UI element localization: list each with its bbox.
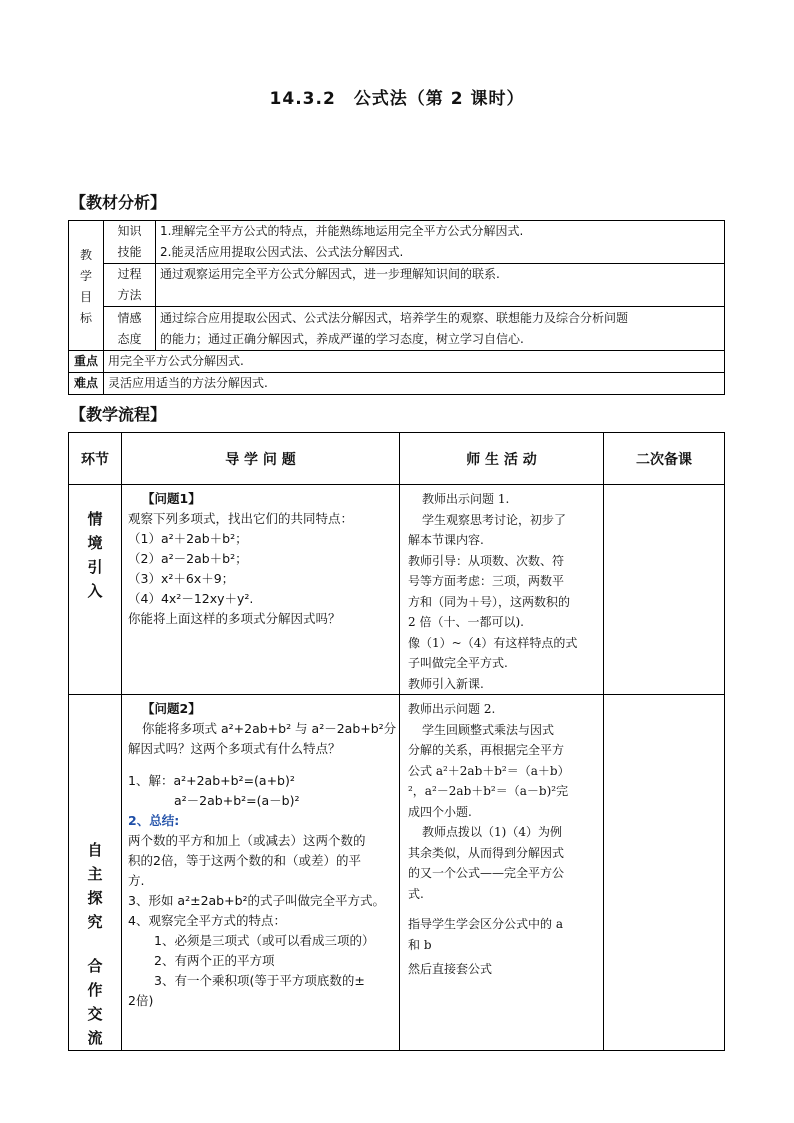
notes-2-cell <box>604 695 725 1051</box>
emotion-label: 情感 态度 <box>104 307 156 351</box>
emotion-cell: 通过综合应用提取公因式、公式法分解因式，培养学生的观察、联想能力及综合分析问题 的能力；通过正确分解因式，养成严谨的学习态度，树立学习自信心. <box>156 307 725 351</box>
header-phase: 环节 <box>69 433 122 485</box>
page-title: 14.3.2 公式法（第 2 课时） <box>269 89 525 109</box>
activity-2-cell: 教师出示问题 2. 学生回顾整式乘法与因式 分解的关系，再根据完全平方 公式 a²＋2ab＋b²＝（a＋b） ²，a²－2ab＋b²＝（a－b)²完 成四个小题. 教师点拨以（1)（4）为例 其余类似，从而得到分解因式 的又一个公式——完全平方公 式. 指导学生学会区分公式中的 a 和 b 然后直接套公式 <box>400 695 604 1051</box>
header-activity: 师 生 活 动 <box>400 433 604 485</box>
key-cell: 用完全平方公式分解因式. <box>104 351 725 373</box>
key-label: 重点 <box>69 351 104 373</box>
flow-table <box>68 432 725 1051</box>
problem-1-cell: 【问题1】 观察下列多项式，找出它们的共同特点： （1）a²＋2ab＋b²； （2）a²－2ab＋b²； （3）x²＋6x＋9； （4）4x²－12xy＋y². 你能将上面这样的多项式分解因式吗？ <box>122 485 400 695</box>
phase-explore: 自 主 探 究 合 作 交 流 <box>69 695 122 1051</box>
notes-1-cell <box>604 485 725 695</box>
phase-intro: 情 境 引 入 <box>69 485 122 695</box>
difficulty-cell: 灵活应用适当的方法分解因式. <box>104 373 725 395</box>
knowledge-cell: 1.理解完全平方公式的特点，并能熟练地运用完全平方公式分解因式. 2.能灵活应用提取公因式法、公式法分解因式. <box>156 221 725 264</box>
activity-1-cell: 教师出示问题 1. 学生观察思考讨论，初步了 解本节课内容. 教师引导：从项数、次数、符 号等方面考虑：三项，两数平 方和（同为＋号），这两数积的 2 倍（十、一都可以). 像（1）~（4）有这样特点的式 子叫做完全平方式. 教师引入新课. <box>400 485 604 695</box>
process-cell: 通过观察运用完全平方公式分解因式，进一步理解知识间的联系. <box>156 264 725 307</box>
header-problem: 导 学 问 题 <box>122 433 400 485</box>
knowledge-label: 知识 技能 <box>104 221 156 264</box>
header-notes: 二次备课 <box>604 433 725 485</box>
section-heading-analysis: 【教材分析】 <box>70 193 167 212</box>
difficulty-label: 难点 <box>69 373 104 395</box>
analysis-table <box>68 220 725 395</box>
problem-2-cell: 【问题2】 你能将多项式 a²+2ab+b² 与 a²－2ab+b²分 解因式吗？这两个多项式有什么特点？ 1、解：a²+2ab+b²=(a+b)² a²－2ab+b²=(a－b)² 2、总结: 两个数的平方和加上（或减去）这两个数的 积的2倍，等于这两个数的和（或差）的平 方. 3、形如 a²±2ab+b²的式子叫做完全平方式。 4、观察完全平方式的特点： 1、必须是三项式（或可以看成三项的） 2、有两个正的平方项 3、有一个乘积项(等于平方项底数的± 2倍) <box>122 695 400 1051</box>
goal-label: 教 学 目 标 <box>69 221 104 351</box>
process-label: 过程 方法 <box>104 264 156 307</box>
section-heading-flow: 【教学流程】 <box>70 405 167 424</box>
